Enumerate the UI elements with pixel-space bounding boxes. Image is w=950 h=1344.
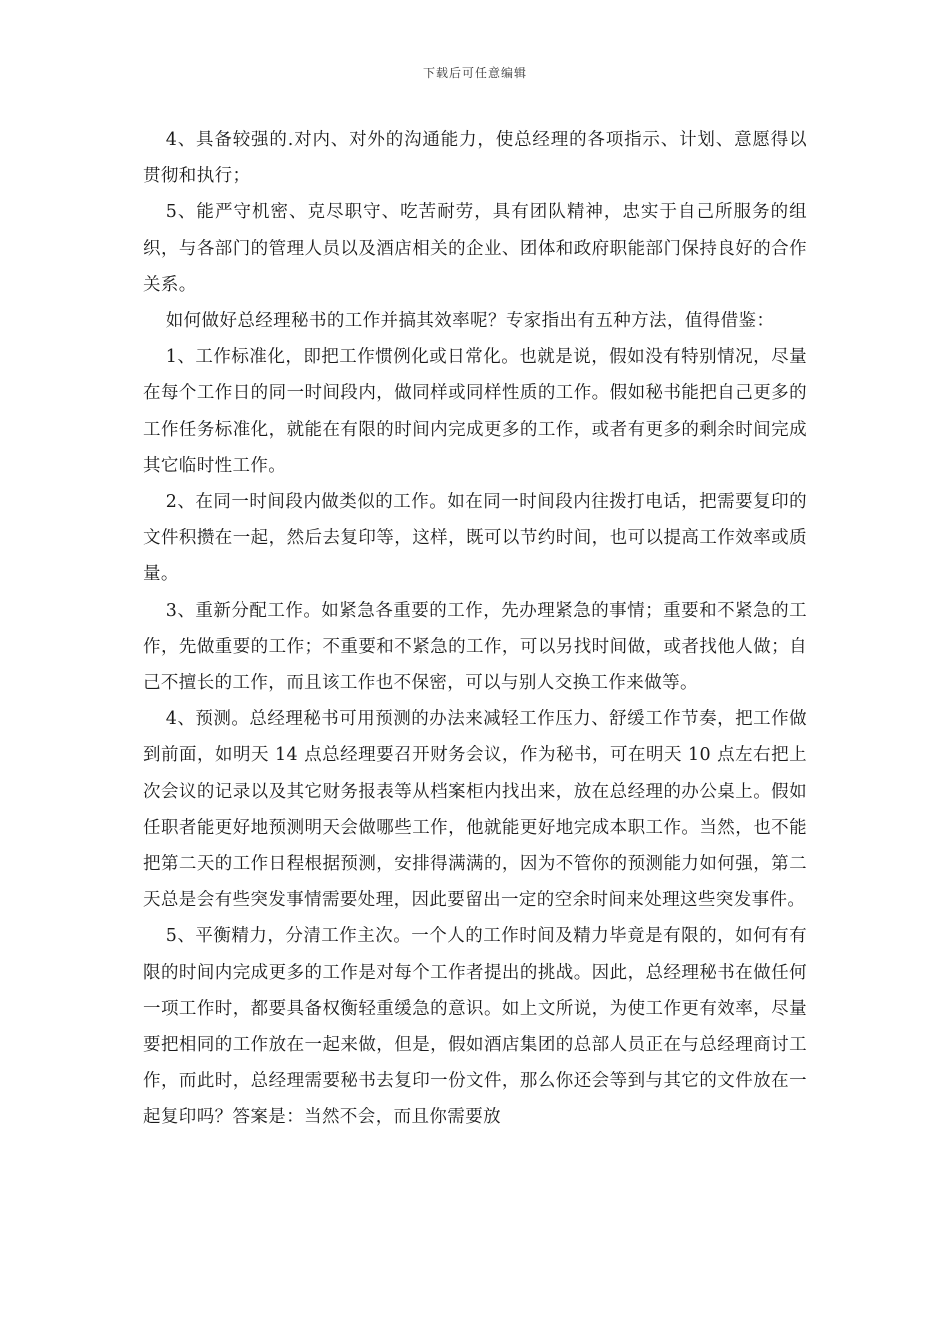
paragraph-method-5-balance: 5、平衡精力，分清工作主次。一个人的工作时间及精力毕竟是有限的，如何有有限的时间内完成更多的工作是对每个工作者提出的挑战。因此，总经理秘书在做任何一项工作时，都要具备权衡轻重缓急的意识。如上文所说，为使工作更有效率，尽量要把相同的工作放在一起来做，但是，假如酒店集团的总部人员正在与总经理商讨工作，而此时，总经理需要秘书去复印一份文件，那么你还会等到与其它的文件放在一起复印吗？答案是：当然不会，而且你需要放 [143, 926, 807, 1128]
paragraph-item-4-communication: 4、具备较强的.对内、对外的沟通能力，使总经理的各项指示、计划、意愿得以贯彻和执行； [143, 130, 807, 187]
paragraph-intro-five-methods: 如何做好总经理秘书的工作并搞其效率呢？专家指出有五种方法，值得借鉴： [165, 311, 775, 332]
paragraph-method-4-forecast: 4、预测。总经理秘书可用预测的办法来减轻工作压力、舒缓工作节奏，把工作做到前面，如明天 14 点总经理要召开财务会议，作为秘书，可在明天 10 点左右把上次会议的记录以及其它财务报表等从档案柜内找出来，放在总经理的办公桌上。假如任职者能更好地预测明天会做哪些工作，他就能更好地完成本职工作。当然，也不能把第二天的工作日程根据预测，安排得满满的，因为不管你的预测能力如何强，第二天总是会有些突发事情需要处理，因此要留出一定的空余时间来处理这些突发事件。 [143, 709, 807, 911]
paragraph-item-5-confidentiality: 5、能严守机密、克尽职守、吃苦耐劳，具有团队精神，忠实于自己所服务的组织，与各部门的管理人员以及酒店相关的企业、团体和政府职能部门保持良好的合作关系。 [143, 202, 807, 295]
paragraph-method-2-batch: 2、在同一时间段内做类似的工作。如在同一时间段内往拨打电话，把需要复印的文件积攒在一起，然后去复印等，这样，既可以节约时间，也可以提高工作效率或质量。 [143, 492, 807, 585]
paragraph-method-3-reassign: 3、重新分配工作。如紧急各重要的工作，先办理紧急的事情；重要和不紧急的工作，先做重要的工作；不重要和不紧急的工作，可以另找时间做，或者找他人做；自己不擅长的工作，而且该工作也不保密，可以与别人交换工作来做等。 [143, 600, 807, 694]
page-header: 下载后可任意编辑 [422, 66, 527, 80]
document-body [143, 122, 807, 1136]
paragraph-method-1-standardize: 1、工作标准化，即把工作惯例化或日常化。也就是说，假如没有特别情况，尽量在每个工作日的同一时间段内，做同样或同样性质的工作。假如秘书能把自己更多的工作任务标准化，就能在有限的时间内完成更多的工作，或者有更多的剩余时间完成其它临时性工作。 [143, 347, 807, 476]
